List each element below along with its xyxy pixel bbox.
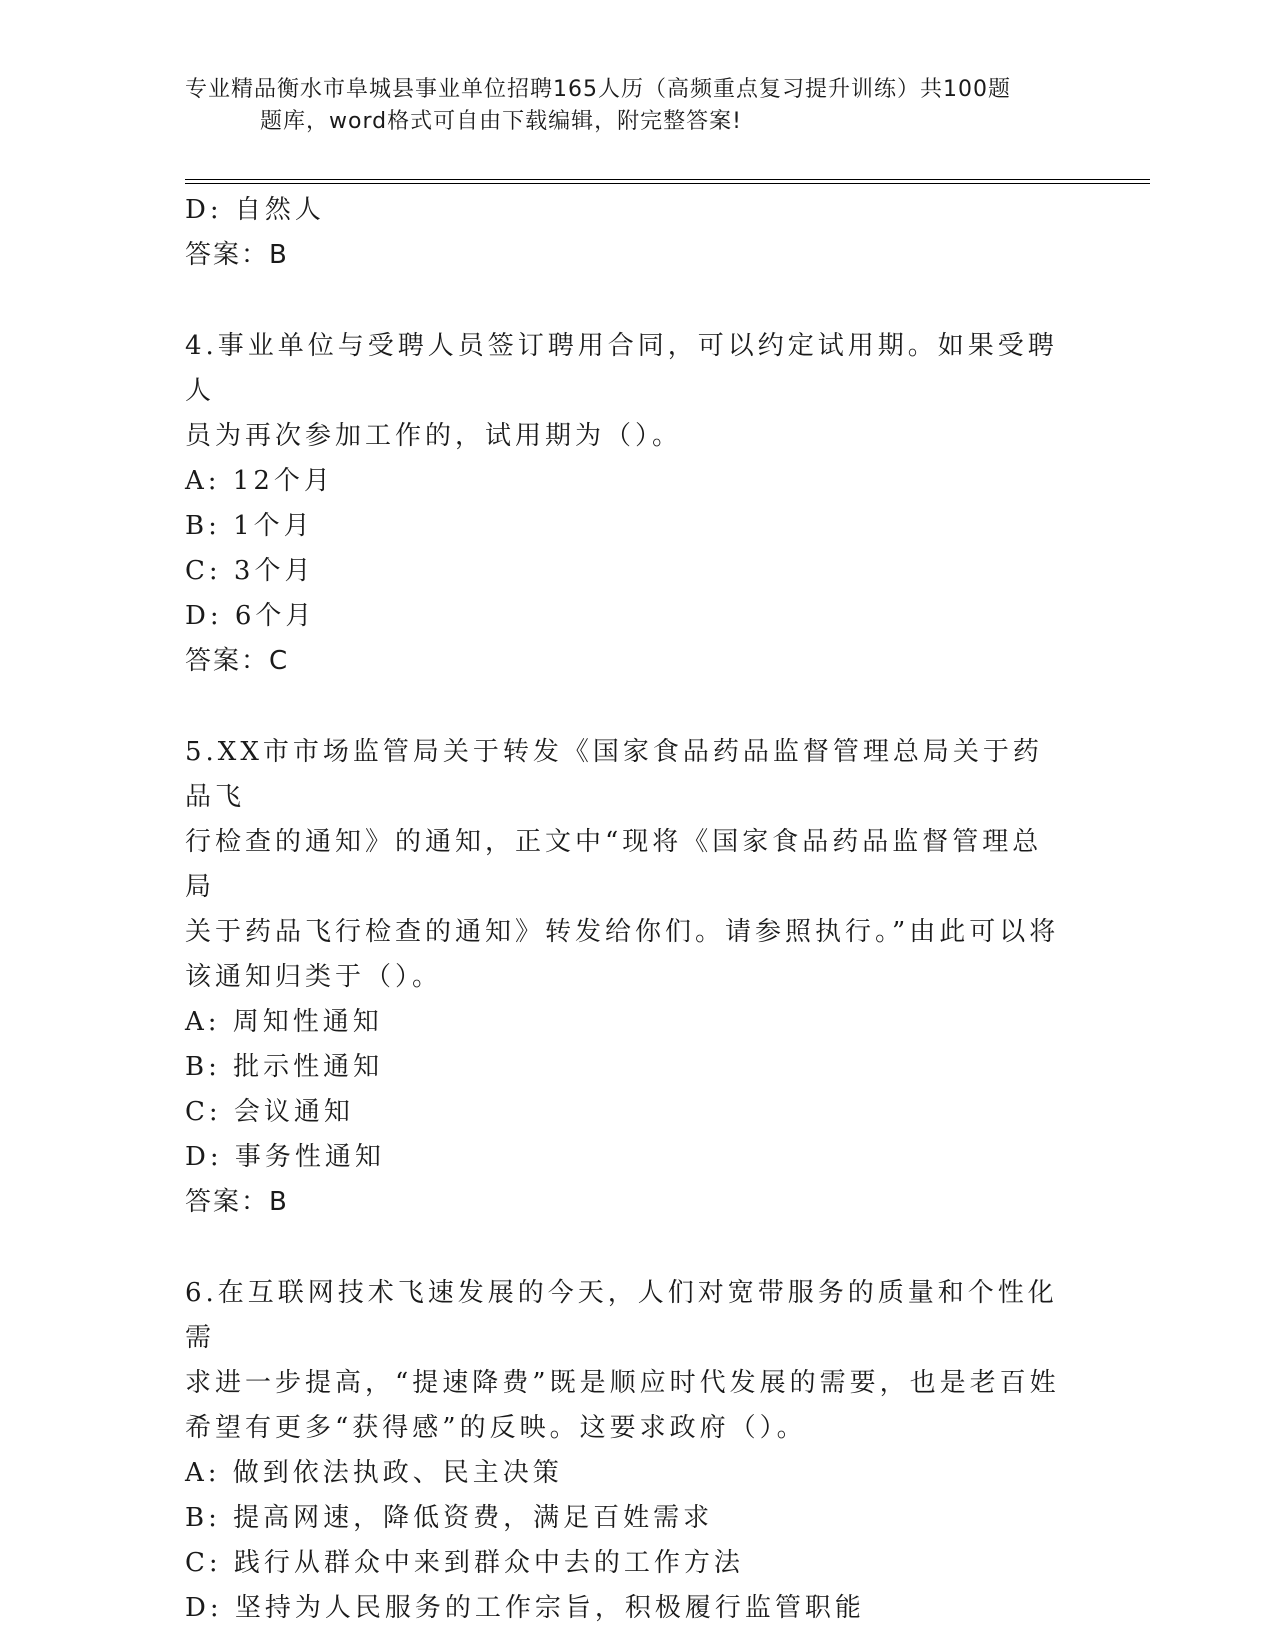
- spacer: [185, 1225, 1065, 1271]
- option-d: D: 事务性通知: [185, 1142, 385, 1172]
- option-d: D: 坚持为人民服务的工作宗旨，积极履行监管职能: [185, 1593, 865, 1623]
- question-stem: 希望有更多“获得感”的反映。这要求政府（）。: [185, 1413, 807, 1443]
- answer: 答案：B: [185, 1187, 289, 1217]
- question-stem: 该通知归类于（）。: [185, 962, 443, 992]
- option-b: B: 1个月: [185, 511, 314, 541]
- option-c: C: 践行从群众中来到群众中去的工作方法: [185, 1548, 744, 1578]
- option-d: D: 自然人: [185, 195, 325, 225]
- document-header: [185, 74, 1085, 138]
- question-5: [185, 730, 1065, 1225]
- spacer: [185, 278, 1065, 324]
- question-stem: 员为再次参加工作的，试用期为（）。: [185, 421, 683, 451]
- question-stem: 行检查的通知》的通知，正文中“现将《国家食品药品监督管理总局: [185, 827, 1043, 902]
- option-a: A: 12个月: [185, 466, 334, 496]
- header-title-line2: 题库，word格式可自由下载编辑，附完整答案!: [260, 109, 742, 134]
- answer: 答案：B: [185, 240, 289, 270]
- option-a: A: 周知性通知: [185, 1007, 383, 1037]
- header-title-line1: 专业精品衡水市阜城县事业单位招聘165人历（高频重点复习提升训练）共100题: [185, 77, 1011, 102]
- answer: 答案：C: [185, 646, 290, 676]
- header-divider-top: [185, 179, 1150, 180]
- header-divider-bottom: [185, 183, 1150, 184]
- question-4: [185, 324, 1065, 684]
- question-stem: 4.事业单位与受聘人员签订聘用合同，可以约定试用期。如果受聘人: [185, 331, 1058, 406]
- question-6: [185, 1271, 1065, 1631]
- spacer: [185, 684, 1065, 730]
- question-stem: 求进一步提高，“提速降费”既是顺应时代发展的需要，也是老百姓: [185, 1368, 1060, 1398]
- question-stem: 6.在互联网技术飞速发展的今天，人们对宽带服务的质量和个性化需: [185, 1278, 1058, 1353]
- document-body: [185, 188, 1065, 1631]
- option-d: D: 6个月: [185, 601, 316, 631]
- option-c: C: 3个月: [185, 556, 315, 586]
- option-a: A: 做到依法执政、民主决策: [185, 1458, 563, 1488]
- question-stem: 5.XX市市场监管局关于转发《国家食品药品监督管理总局关于药品飞: [185, 737, 1043, 812]
- option-b: B: 提高网速，降低资费，满足百姓需求: [185, 1503, 714, 1533]
- question-3-tail: [185, 188, 1065, 278]
- question-stem: 关于药品飞行检查的通知》转发给你们。请参照执行。”由此可以将: [185, 917, 1060, 947]
- option-b: B: 批示性通知: [185, 1052, 384, 1082]
- option-c: C: 会议通知: [185, 1097, 354, 1127]
